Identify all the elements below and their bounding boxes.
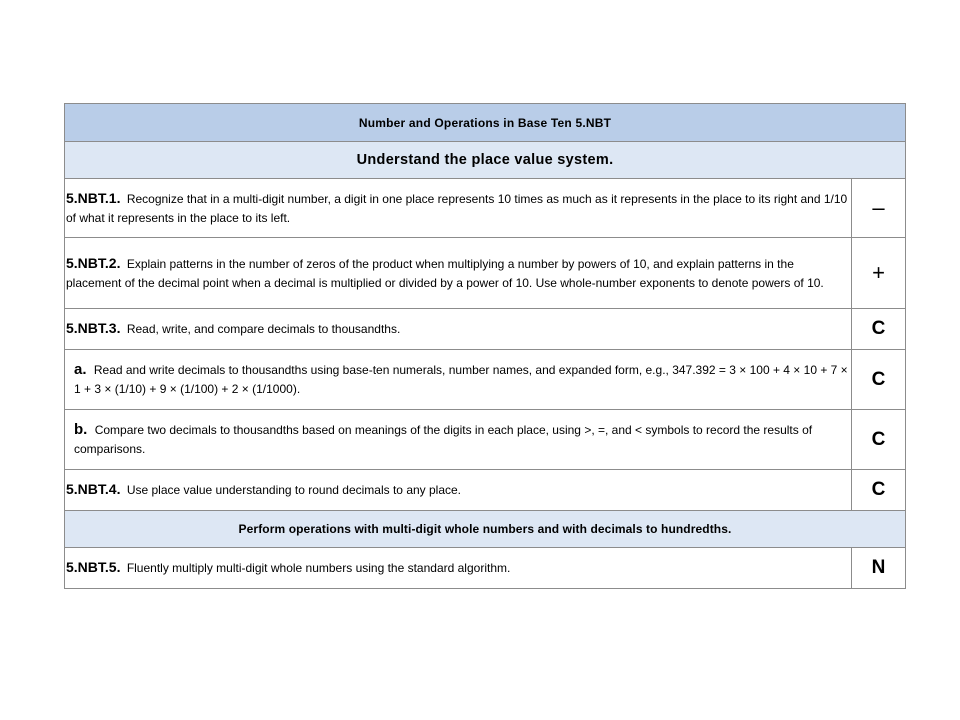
standard-row-5nbt3 [65, 309, 906, 350]
standard-text: Read, write, and compare decimals to thousandths. [126, 322, 401, 336]
standard-code: b. [74, 421, 88, 438]
standard-code: a. [74, 361, 87, 378]
standard-code: 5.NBT.3. [66, 320, 121, 336]
standard-row-5nbt2 [65, 238, 906, 309]
standard-text: Fluently multiply multi-digit whole numbers using the standard algorithm. [126, 561, 511, 575]
standard-text: Compare two decimals to thousandths based on meanings of the digits in each place, using >, =, and < symbols to record the results of comparisons. [74, 423, 813, 456]
standard-code: 5.NBT.1. [66, 189, 121, 206]
cluster-header-row [65, 142, 906, 179]
standard-text: Recognize that in a multi-digit number, a digit in one place represents 10 times as much as it represents in the place to its right and 1/10 of what it represents in the place to its left. [66, 191, 848, 225]
standard-text: Read and write decimals to thousandths using base-ten numerals, number names, and expanded form, e.g., 347.392 = 3 × 100 + 4 × 10 + 7 × 1 + 3 × (1/10) + 9 × (1/100) + 2 × (1/1000). [74, 363, 848, 396]
standard-row-5nbt5 [65, 548, 906, 589]
standard-description [65, 309, 852, 350]
domain-header: Number and Operations in Base Ten 5.NBT [65, 104, 906, 142]
standard-description [65, 548, 852, 589]
standard-mark: – [852, 179, 906, 238]
domain-header-row [65, 104, 906, 142]
standard-row-5nbt3b [65, 410, 906, 470]
standard-row-5nbt1 [65, 179, 906, 238]
standard-mark: C [852, 410, 906, 470]
standard-description [65, 470, 852, 511]
standard-description [65, 350, 852, 410]
standard-code: 5.NBT.4. [66, 481, 121, 497]
standard-row-5nbt4 [65, 470, 906, 511]
standard-description [65, 238, 852, 309]
standard-text: Explain patterns in the number of zeros of the product when multiplying a number by powers of 10, and explain patterns in the placement of the decimal point when a decimal is multiplied or divided by a power of 10. Use whole-number exponents to denote powers of 10. [66, 256, 824, 290]
cluster-header-place-value: Understand the place value system. [65, 142, 906, 179]
standard-code: 5.NBT.2. [66, 254, 121, 271]
standard-mark: N [852, 548, 906, 589]
standard-code: 5.NBT.5. [66, 559, 121, 575]
standard-text: Use place value understanding to round decimals to any place. [126, 483, 462, 497]
cluster-header-row [65, 511, 906, 548]
standard-row-5nbt3a [65, 350, 906, 410]
standard-description [65, 410, 852, 470]
standard-mark: C [852, 470, 906, 511]
standard-mark: + [852, 238, 906, 309]
standards-table [64, 103, 906, 589]
cluster-header-operations: Perform operations with multi-digit whole numbers and with decimals to hundredths. [65, 511, 906, 548]
standard-mark: C [852, 309, 906, 350]
standard-mark: C [852, 350, 906, 410]
standard-description [65, 179, 852, 238]
